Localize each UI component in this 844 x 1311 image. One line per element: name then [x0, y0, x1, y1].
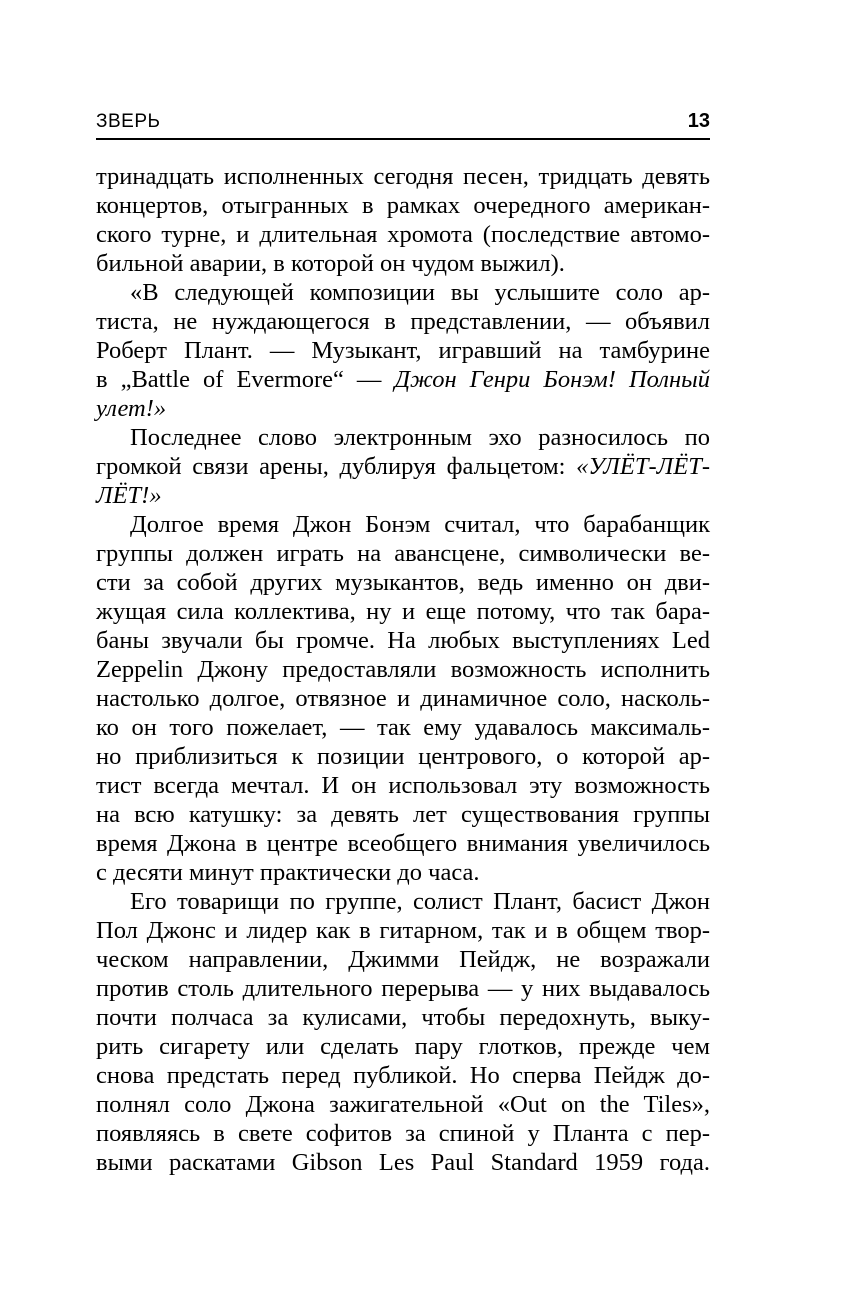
page-number: 13	[687, 110, 710, 132]
running-title: ЗВЕРЬ	[96, 111, 161, 132]
text-line	[96, 481, 710, 510]
running-header	[96, 110, 710, 140]
paragraph	[96, 887, 710, 1177]
text-line: рить сигарету или сделать пару глотков, прежде чем	[96, 1033, 710, 1060]
text-line: Его товарищи по группе, солист Плант, басист Джон	[130, 888, 710, 915]
italic-text-run: улет!»	[96, 395, 167, 422]
text-line	[96, 365, 710, 394]
italic-text-run: ЛЁТ!»	[96, 482, 162, 509]
text-line: группы должен играть на авансцене, символически ве-	[96, 540, 710, 567]
text-line: ского турне, и длительная хромота (последствие автомо-	[96, 221, 710, 248]
text-line: ко он того пожелает, — так ему удавалось максималь-	[96, 714, 710, 741]
text-line: полнял соло Джона зажигательной «Out on the Tiles»,	[96, 1091, 710, 1118]
text-line: против столь длительного перерыва — у них выдавалось	[96, 975, 710, 1002]
text-run: громкой связи арены, дублируя фальцетом:	[96, 453, 577, 480]
text-line: Пол Джонс и лидер как в гитарном, так и в общем твор-	[96, 917, 710, 944]
text-line: тринадцать исполненных сегодня песен, тридцать девять	[96, 163, 710, 190]
paragraph	[96, 423, 710, 510]
text-line: ческом направлении, Джимми Пейдж, не возражали	[96, 946, 710, 973]
text-body	[96, 162, 710, 1177]
text-line: концертов, отыгранных в рамках очередного американ-	[96, 192, 710, 219]
text-line: появляясь в свете софитов за спиной у Планта с пер-	[96, 1120, 710, 1147]
text-line: на всю катушку: за девять лет существования группы	[96, 801, 710, 828]
text-line: тист всегда мечтал. И он использовал эту возможность	[96, 772, 710, 799]
text-line: «В следующей композиции вы услышите соло ар-	[130, 279, 710, 306]
paragraph	[96, 278, 710, 423]
text-line: выми раскатами Gibson Les Paul Standard 1959 года.	[96, 1149, 710, 1176]
text-line: с десяти минут практически до часа.	[96, 859, 480, 886]
paragraph	[96, 510, 710, 887]
text-line: настолько долгое, отвязное и динамичное соло, насколь-	[96, 685, 710, 712]
text-line: время Джона в центре всеобщего внимания увеличилось	[96, 830, 710, 857]
text-line: жущая сила коллектива, ну и еще потому, что так бара-	[96, 598, 710, 625]
italic-text-run: Джон Генри Бонэм! Полный	[394, 366, 710, 393]
text-line: Долгое время Джон Бонэм считал, что барабанщик	[130, 511, 710, 538]
text-line: Zeppelin Джону предоставляли возможность исполнить	[96, 656, 710, 683]
text-line: сти за собой других музыкантов, ведь именно он дви-	[96, 569, 710, 596]
paragraph	[96, 162, 710, 278]
text-line: тиста, не нуждающегося в представлении, — объявил	[96, 308, 710, 335]
text-line: баны звучали бы громче. На любых выступлениях Led	[96, 627, 710, 654]
text-line: бильной аварии, в которой он чудом выжил).	[96, 250, 565, 277]
italic-text-run: «УЛЁТ-ЛЁТ-	[576, 453, 710, 480]
text-line	[96, 452, 710, 481]
text-line: снова предстать перед публикой. Но сперва Пейдж до-	[96, 1062, 710, 1089]
text-line: но приблизиться к позиции центрового, о которой ар-	[96, 743, 710, 770]
text-run: в „Battle of Evermore“ —	[96, 366, 395, 393]
text-line	[96, 394, 710, 423]
text-line: Роберт Плант. — Музыкант, игравший на тамбурине	[96, 337, 710, 364]
text-line: Последнее слово электронным эхо разносилось по	[130, 424, 710, 451]
text-line: почти полчаса за кулисами, чтобы передохнуть, выку-	[96, 1004, 710, 1031]
